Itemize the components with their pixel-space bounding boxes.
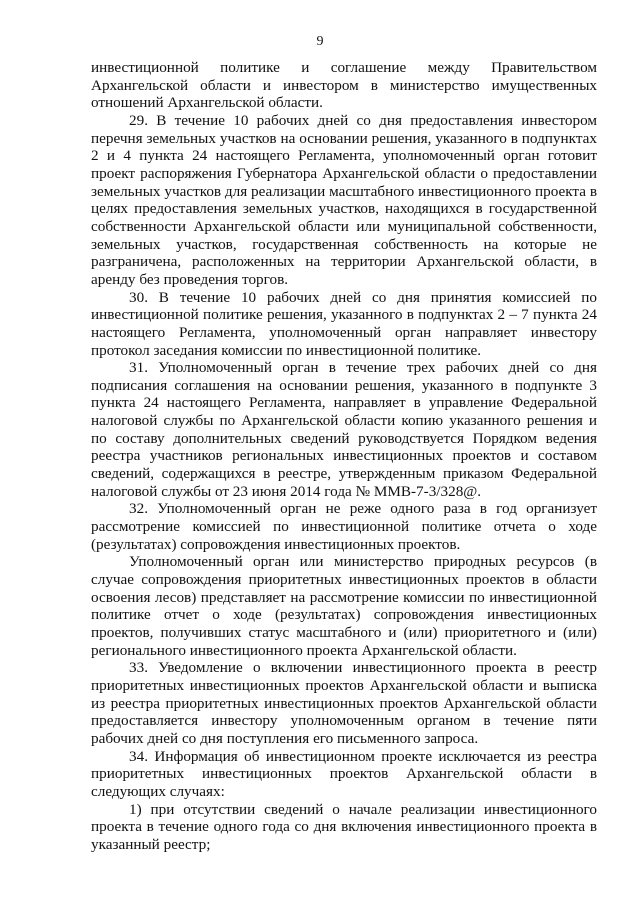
- paragraph-30: 30. В течение 10 рабочих дней со дня принятия комиссией по инвестиционной политике решения, указанного в подпунктах 2 – 7 пункта 24 настоящего Регламента, уполномоченный орган направляет инвестору протокол заседания комиссии по инвестиционной политике.: [91, 288, 597, 359]
- paragraph-32: 32. Уполномоченный орган не реже одного раза в год организует рассмотрение комиссией по инвестиционной политике отчета о ходе (результатах) сопровождения инвестиционных проектов.: [91, 500, 597, 553]
- paragraph-continuation: инвестиционной политике и соглашение между Правительством Архангельской области и инвестором в министерство имущественных отношений Архангельской области.: [91, 59, 597, 112]
- paragraph-34-item-1: 1) при отсутствии сведений о начале реализации инвестиционного проекта в течение одного года со дня включения инвестиционного проекта в указанный реестр;: [91, 800, 597, 853]
- paragraph-32-continuation: Уполномоченный орган или министерство природных ресурсов (в случае сопровождения приоритетных инвестиционных проектов в области освоения лесов) представляет на рассмотрение комиссии по инвестиционной политике отчет о ходе (результатах) сопровождения инвестиционных проектов, получивших статус масштабного и (или) приоритетного и (или) регионального инвестиционного проекта Архангельской области.: [91, 553, 597, 659]
- paragraph-33: 33. Уведомление о включении инвестиционного проекта в реестр приоритетных инвестиционных проектов Архангельской области и выписка из реестра приоритетных инвестиционных проектов Архангельской области предоставляется инвестору уполномоченным органом в течение пяти рабочих дней со дня поступления его письменного запроса.: [91, 659, 597, 747]
- page-number: 9: [316, 34, 324, 49]
- document-body: [91, 59, 597, 854]
- paragraph-34: 34. Информация об инвестиционном проекте исключается из реестра приоритетных инвестиционных проектов Архангельской области в следующих случаях:: [91, 747, 597, 800]
- paragraph-29: 29. В течение 10 рабочих дней со дня предоставления инвестором перечня земельных участков на основании решения, указанного в подпунктах 2 и 4 пункта 24 настоящего Регламента, уполномоченный орган готовит проект распоряжения Губернатора Архангельской области о предоставлении земельных участков для реализации масштабного инвестиционного проекта в целях предоставления земельных участков, находящихся в государственной собственности Архангельской области или муниципальной собственности, земельных участков, государственная собственность на которые не разграничена, расположенных на территории Архангельской области, в аренду без проведения торгов.: [91, 111, 597, 288]
- paragraph-31: 31. Уполномоченный орган в течение трех рабочих дней со дня подписания соглашения на основании решения, указанного в подпункте 3 пункта 24 настоящего Регламента, направляет в управление Федеральной налоговой службы по Архангельской области копию указанного решения и по составу дополнительных сведений руководствуется Порядком ведения реестра участников региональных инвестиционных проектов и составом сведений, содержащихся в реестре, утвержденным приказом Федеральной налоговой службы от 23 июня 2014 года № ММВ-7-3/328@.: [91, 359, 597, 500]
